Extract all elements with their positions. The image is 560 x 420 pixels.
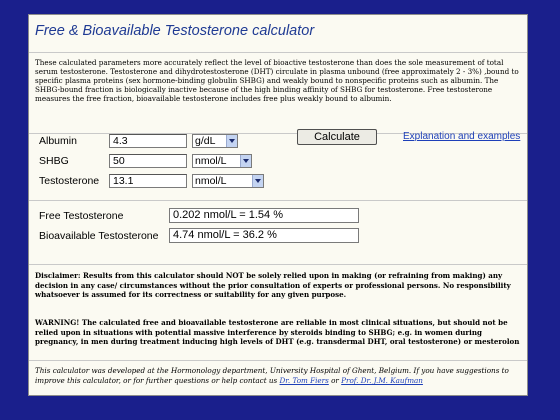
shbg-row [39,154,289,168]
free-testosterone-output: 0.202 nmol/L = 1.54 % [169,208,359,223]
contact-link-fiers[interactable]: Dr. Tom Fiers [279,376,329,385]
testosterone-unit-value: nmol/L [195,175,227,187]
shbg-label: SHBG [39,155,69,167]
albumin-input[interactable]: 4.3 [109,134,187,148]
chevron-down-icon [252,175,263,187]
calculator-page [28,14,528,396]
intro-text: These calculated parameters more accurately reflect the level of bioactive testosterone than does the sole measurement of total serum testosterone. Testosterone and dihydrotestosterone (DHT) circulate in plasma unbound (free approximately 2 - 3%) ,bound to specific plasma proteins (sex hormone-binding globulin SHBG) and weakly bound to nonspecific proteins such as albumin. The SHBG-bound fraction is biologically inactive because of the high binding affinity of SHBG for testosterone. Free testosterone measures the free fraction, bioavailable testosterone includes free plus weakly bound to albumin. [35,58,519,103]
albumin-row [39,134,289,148]
free-testosterone-label: Free Testosterone [39,210,124,222]
contact-link-kaufman[interactable]: Prof. Dr. J.M. Kaufman [341,376,423,385]
testosterone-label: Testosterone [39,175,100,187]
divider [29,360,527,361]
warning-text: WARNING! The calculated free and bioavailable testosterone are reliable in most clinical situations, but should not be relied upon in situations with potential massive interference by steroids binding to SHBG; e.g. in women during pregnancy, in men during treatment inducing high levels of DHT (e.g. transdermal DHT, oral testosterone) or mesterolon [35,318,520,346]
divider [29,264,527,265]
footer-or: or [331,376,339,385]
calculate-button[interactable]: Calculate [297,129,377,145]
shbg-unit-value: nmol/L [195,155,227,167]
footer-body: This calculator was developed at the Hormonology department, University Hospital of Ghent, Belgium. If you have suggestions to improve this calculator, or for further questions or help contact us [35,366,509,385]
testosterone-unit-select[interactable] [192,174,264,188]
shbg-input[interactable]: 50 [109,154,187,168]
footer-text [35,366,521,386]
shbg-unit-select[interactable] [192,154,252,168]
bioavailable-testosterone-output: 4.74 nmol/L = 36.2 % [169,228,359,243]
testosterone-input[interactable]: 13.1 [109,174,187,188]
divider [29,200,527,201]
testosterone-row [39,174,299,188]
page-title: Free & Bioavailable Testosterone calculator [35,23,315,39]
divider [29,52,527,53]
chevron-down-icon [226,135,237,147]
albumin-label: Albumin [39,135,77,147]
chevron-down-icon [240,155,251,167]
disclaimer-text: Disclaimer: Results from this calculator should NOT be solely relied upon in making (or refraining from making) any decision in any case/ circumstances without the prior consultation of experts or professional persons. No responsibility whatsoever is assumed for its correctness or suitability for any given purpose. [35,271,511,299]
bioavailable-testosterone-label: Bioavailable Testosterone [39,230,159,242]
albumin-unit-select[interactable] [192,134,238,148]
albumin-unit-value: g/dL [195,135,216,147]
explanation-link[interactable]: Explanation and examples [403,131,521,142]
